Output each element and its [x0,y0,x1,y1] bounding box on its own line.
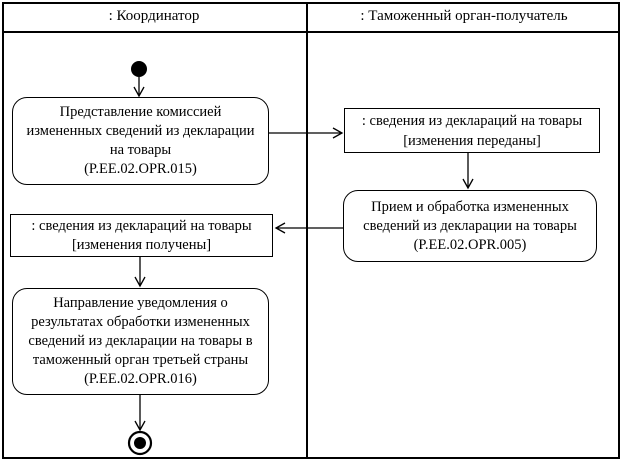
text-line: : сведения из деклараций на товары [361,112,583,129]
text-line: : сведения из деклараций на товары [31,217,252,234]
text-line: результатах обработки измененных [31,314,250,330]
action-node-opr-016 [12,288,269,395]
object-node-declarations-received [10,214,273,257]
text-line: [изменения переданы] [403,132,541,149]
text-line: Прием и обработка измененных [371,198,569,215]
text-line: (P.EE.02.OPR.016) [84,371,197,387]
text-line: измененных сведений из декларации [26,123,255,139]
text-line: на товары [109,142,172,158]
text-line: Представление комиссией [59,104,222,120]
swimlane-divider [306,2,308,459]
text-line: [изменения получены] [71,236,212,253]
text-line: сведений из декларации на товары [363,217,577,234]
text-line: (P.EE.02.OPR.015) [84,161,197,177]
action-node-opr-015 [12,97,269,185]
action-node-opr-005 [343,190,597,262]
text-line: (P.EE.02.OPR.005) [413,236,527,253]
text-line: сведений из декларации на товары в [28,333,253,349]
lane-header-customs-receiver: : Таможенный орган-получатель [360,8,568,24]
lane-header-coordinator: : Координатор [108,8,200,24]
header-separator [2,31,620,33]
text-line: Направление уведомления о [53,295,228,311]
object-node-declarations-transferred [344,108,600,153]
text-line: таможенный орган третьей страны [32,352,249,368]
